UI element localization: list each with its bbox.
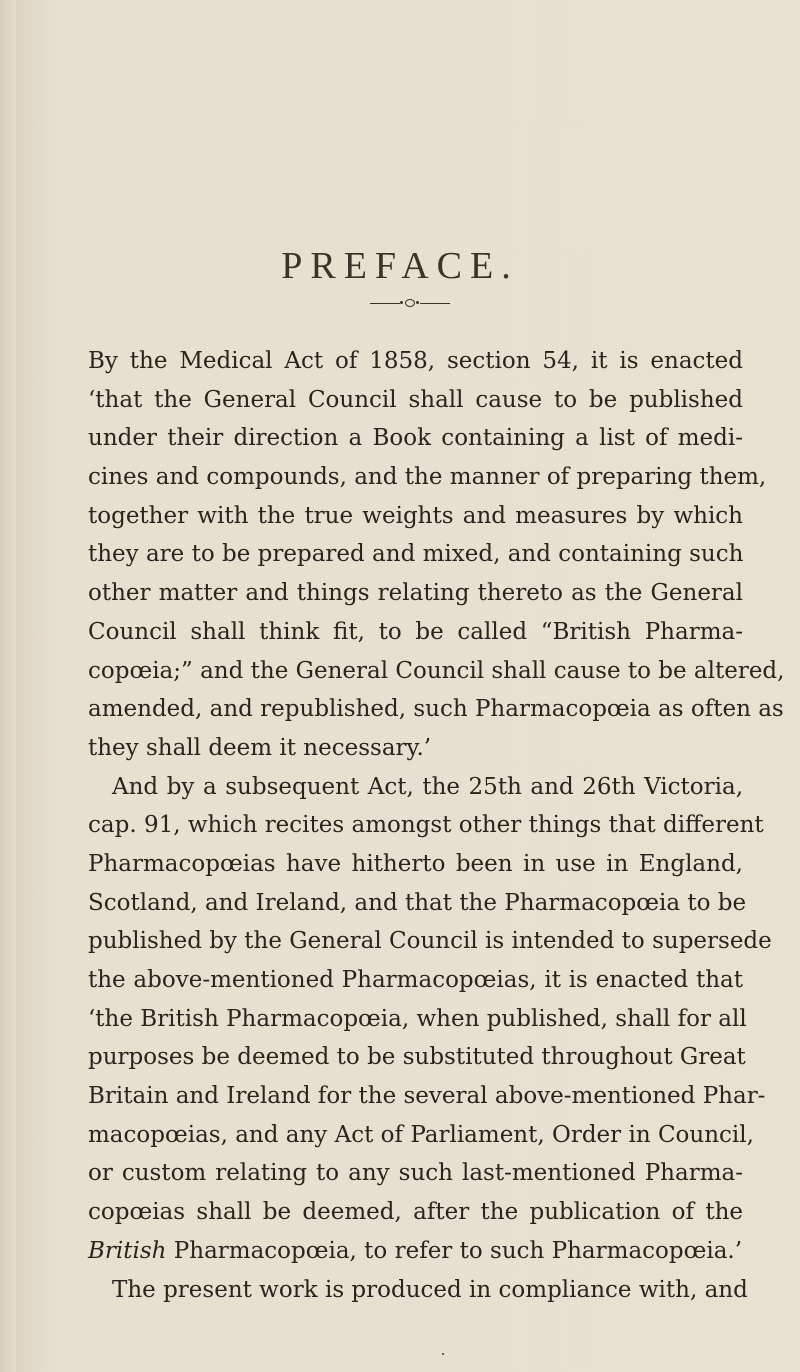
text-line: other matter and things relating thereto as the General bbox=[88, 580, 743, 607]
text-line: Council shall think fit, to be called “British Pharma- bbox=[88, 618, 743, 645]
text-line: published by the General Council is intended to supersede bbox=[88, 928, 772, 955]
print-speck bbox=[442, 1353, 444, 1355]
page-gutter-shadow bbox=[0, 0, 16, 1372]
text-line: And by a subsequent Act, the 25th and 26th Victoria, bbox=[112, 773, 743, 800]
text-line: ‘that the General Council shall cause to be published bbox=[88, 386, 743, 413]
text-line: they shall deem it necessary.’ bbox=[88, 734, 432, 761]
text-line: copœia;” and the General Council shall cause to be altered, bbox=[88, 657, 785, 684]
text-line bbox=[88, 1232, 743, 1271]
text-line-rest: Pharmacopœia, to refer to such Pharmacopœia.’ bbox=[166, 1237, 743, 1264]
text-line: they are to be prepared and mixed, and containing such bbox=[88, 541, 744, 568]
text-line: copœias shall be deemed, after the publication of the bbox=[88, 1199, 743, 1226]
italic-word: British bbox=[88, 1237, 167, 1264]
text-line: cines and compounds, and the manner of preparing them, bbox=[88, 464, 767, 491]
text-line: By the Medical Act of 1858, section 54, it is enacted bbox=[88, 348, 743, 374]
text-line: together with the true weights and measures by which bbox=[88, 502, 743, 529]
text-line: ‘the British Pharmacopœia, when published, shall for all bbox=[88, 1005, 747, 1032]
text-line: Scotland, and Ireland, and that the Pharmacopœia to be bbox=[88, 889, 747, 916]
text-line: cap. 91, which recites amongst other things that different bbox=[88, 812, 764, 839]
text-line: under their direction a Book containing a list of medi- bbox=[88, 425, 743, 452]
text-line: Pharmacopœias have hitherto been in use in England, bbox=[88, 850, 743, 877]
text-line: or custom relating to any such last-mentioned Pharma- bbox=[88, 1160, 743, 1187]
text-line: amended, and republished, such Pharmacopœia as often as bbox=[88, 696, 784, 723]
text-line: the above-mentioned Pharmacopœias, it is enacted that bbox=[88, 967, 743, 993]
text-line: purposes be deemed to be substituted throughout Great bbox=[88, 1044, 746, 1071]
preface-body bbox=[88, 342, 785, 1309]
text-line: macopœias, and any Act of Parliament, Order in Council, bbox=[88, 1121, 754, 1148]
title-ornament-rule bbox=[370, 299, 450, 307]
text-line: Britain and Ireland for the several above-mentioned Phar- bbox=[88, 1083, 766, 1110]
text-line: The present work is produced in compliance with, and bbox=[112, 1276, 748, 1303]
page-title: PREFACE. bbox=[281, 245, 519, 287]
